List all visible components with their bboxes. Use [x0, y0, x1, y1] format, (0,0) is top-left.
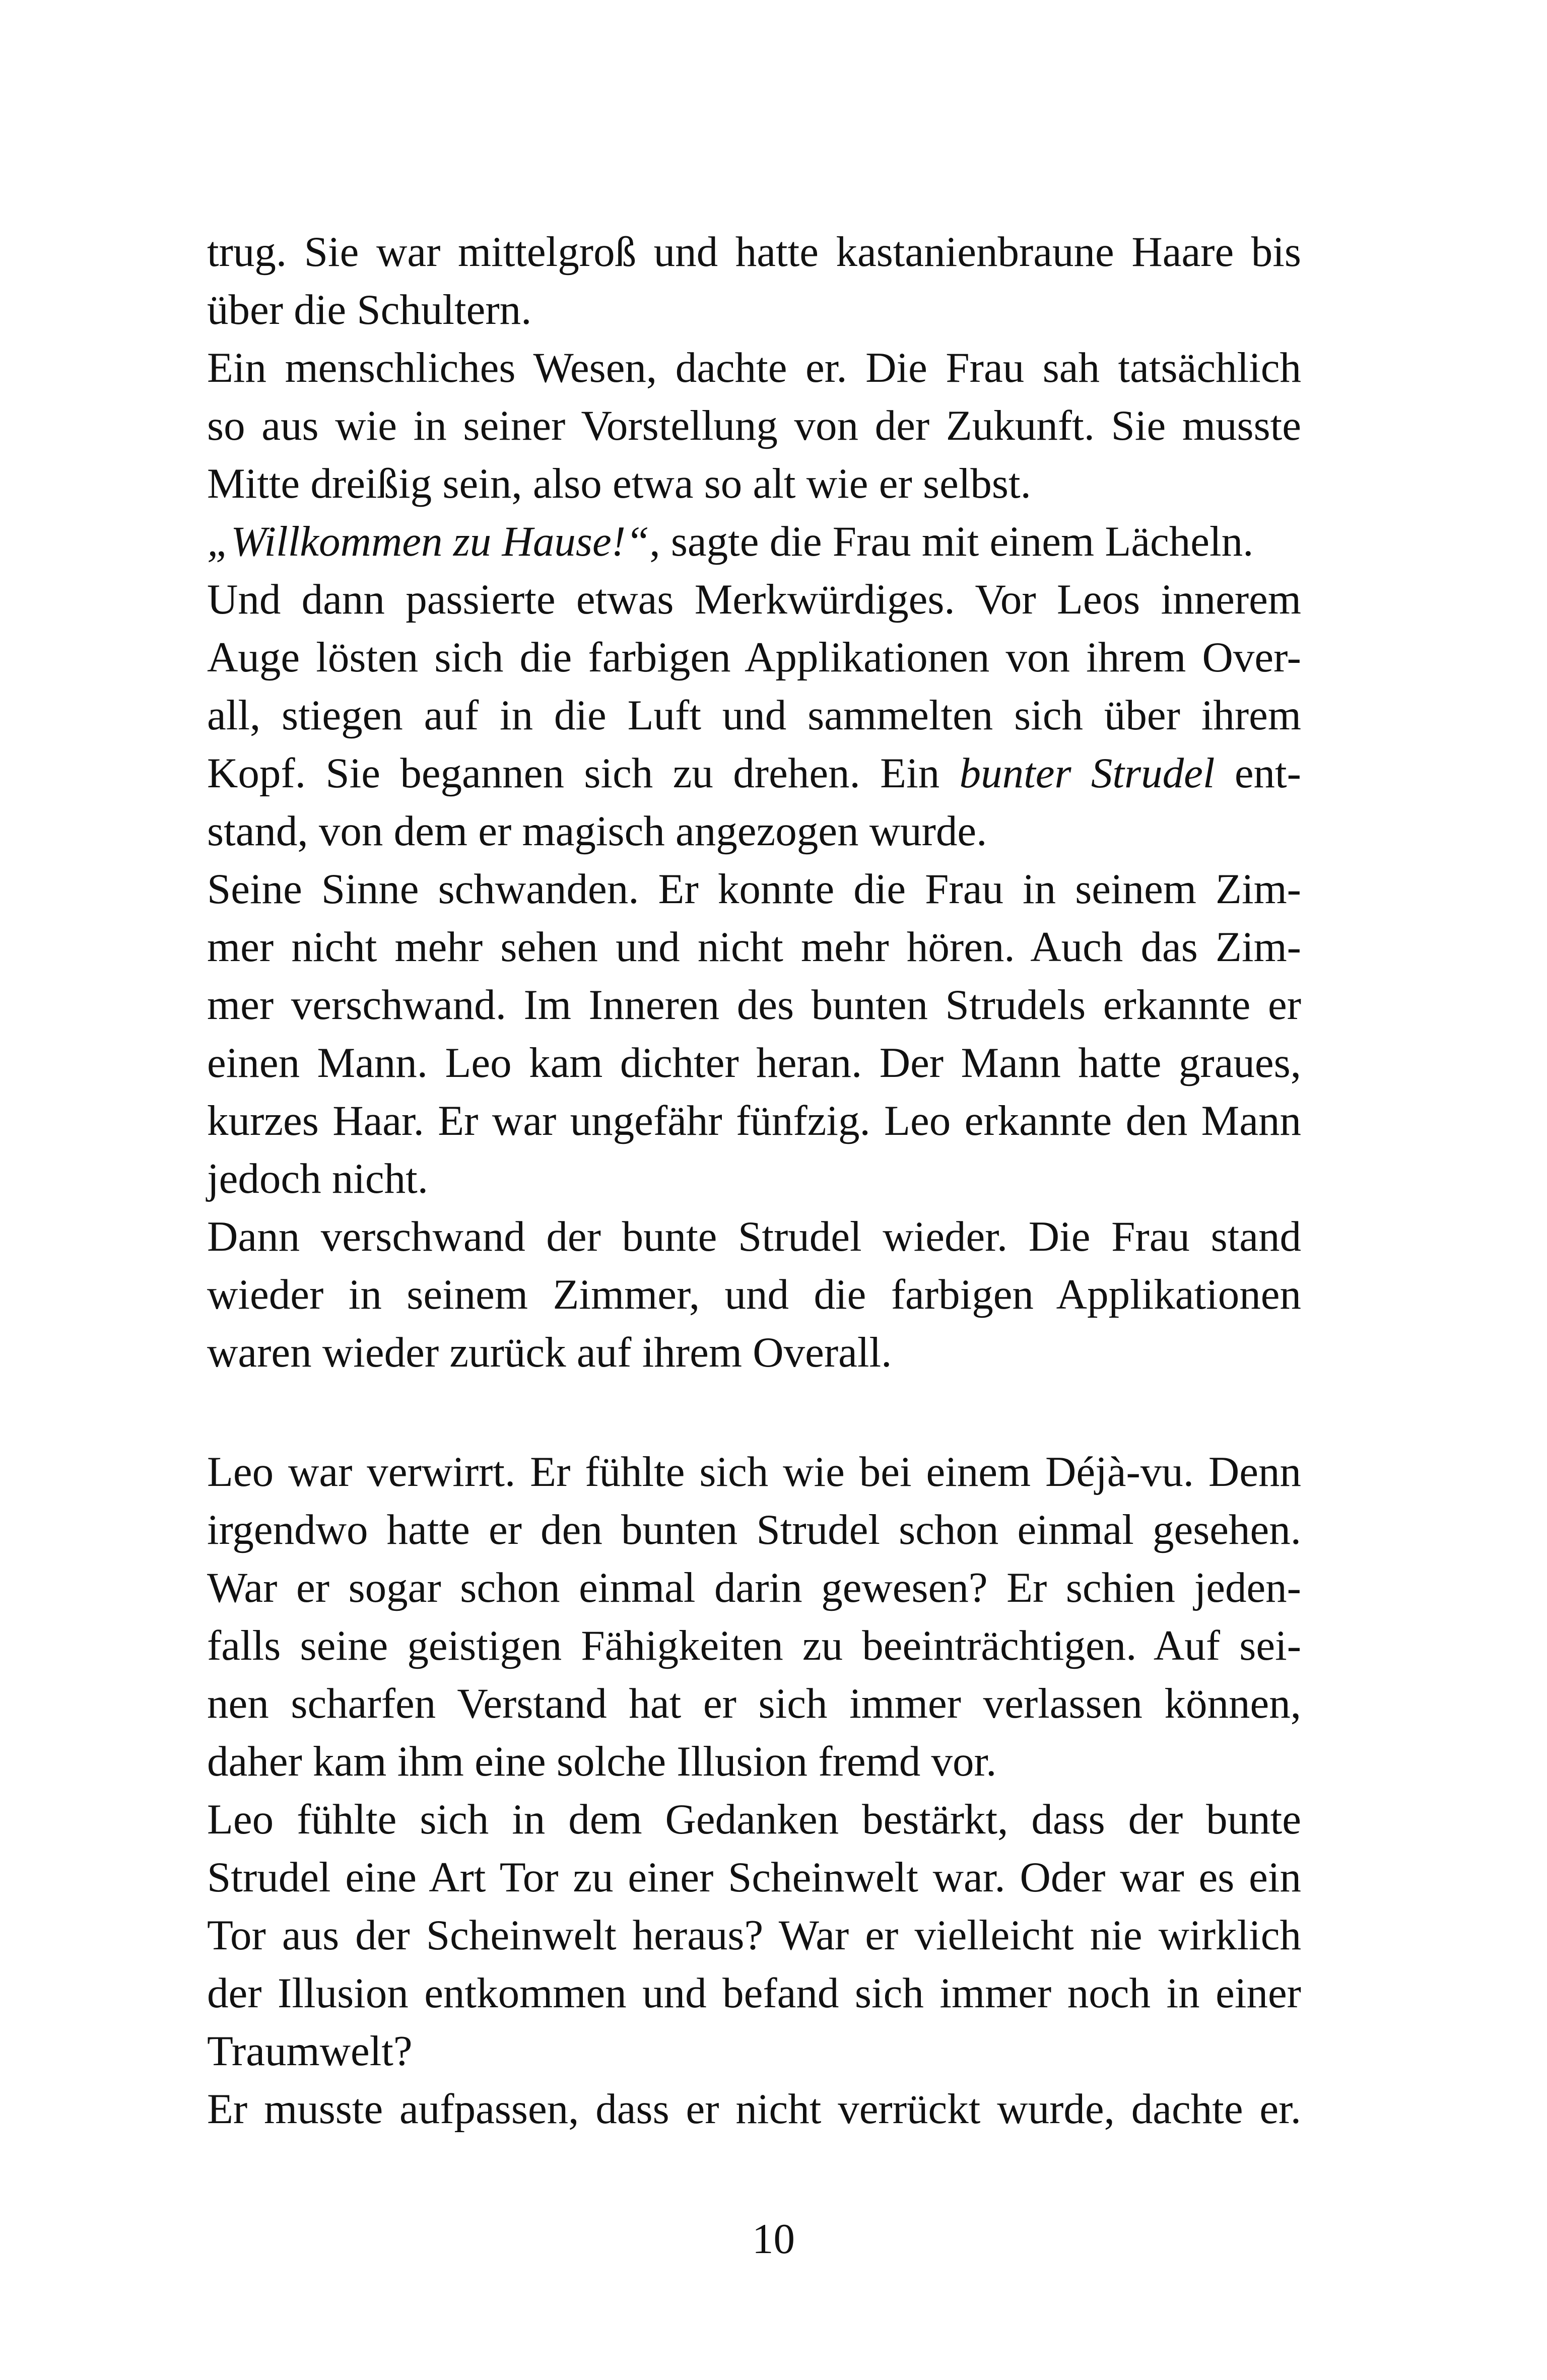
text-segment: Leo fühlte sich in dem Gedanken bestärkt, dass der bunte	[207, 1796, 1301, 1843]
text-segment: Dann verschwand der bunte Strudel wieder. Die Frau stand	[207, 1213, 1301, 1260]
text-line	[207, 1675, 1301, 1733]
text-line	[207, 1907, 1301, 1964]
text-segment: Und dann passierte etwas Merkwürdiges. Vor Leos innerem	[207, 576, 1301, 623]
text-line	[207, 2022, 1301, 2080]
italic-text-segment: bunter Strudel	[959, 750, 1215, 797]
text-segment: Kopf. Sie begannen sich zu drehen. Ein	[207, 750, 960, 797]
text-line	[207, 339, 1301, 397]
text-segment: kurzes Haar. Er war ungefähr fünfzig. Leo erkannte den Mann	[207, 1097, 1301, 1144]
text-line	[207, 1266, 1301, 1324]
text-line	[207, 1092, 1301, 1150]
text-segment: über die Schultern.	[207, 286, 532, 333]
text-line	[207, 1034, 1301, 1092]
text-segment: Ein menschliches Wesen, dachte er. Die Frau sah tatsächlich	[207, 344, 1301, 391]
text-line	[207, 1208, 1301, 1266]
text-line	[207, 1964, 1301, 2022]
text-line	[207, 1617, 1301, 1675]
text-line	[207, 571, 1301, 629]
text-segment: mer nicht mehr sehen und nicht mehr hören. Auch das Zim-	[207, 923, 1301, 971]
text-line	[207, 1150, 1301, 1208]
text-line	[207, 1559, 1301, 1617]
text-line	[207, 629, 1301, 687]
text-segment: ent-	[1215, 750, 1301, 797]
text-line	[207, 223, 1301, 281]
text-line	[207, 513, 1301, 571]
text-segment: Leo war verwirrt. Er fühlte sich wie bei einem Déjà-vu. Denn	[207, 1448, 1301, 1495]
text-line	[207, 976, 1301, 1034]
text-segment: mer verschwand. Im Inneren des bunten Strudels erkannte er	[207, 981, 1301, 1029]
italic-text-segment: „Willkommen zu Hause!“	[207, 518, 650, 565]
text-segment: daher kam ihm eine solche Illusion fremd vor.	[207, 1738, 997, 1785]
text-line	[207, 918, 1301, 976]
text-segment: irgendwo hatte er den bunten Strudel schon einmal gesehen.	[207, 1506, 1301, 1553]
text-segment: Traumwelt?	[207, 2027, 413, 2075]
text-line	[207, 802, 1301, 860]
text-segment: Mitte dreißig sein, also etwa so alt wie er selbst.	[207, 460, 1031, 507]
text-block-1	[207, 223, 1301, 1382]
text-segment: falls seine geistigen Fähigkeiten zu beeinträchtigen. Auf sei-	[207, 1622, 1301, 1669]
text-segment: jedoch nicht.	[207, 1155, 429, 1202]
text-segment: wieder in seinem Zimmer, und die farbigen Applikationen	[207, 1271, 1301, 1318]
text-line	[207, 1733, 1301, 1791]
text-segment: so aus wie in seiner Vorstellung von der Zukunft. Sie musste	[207, 402, 1301, 449]
text-line	[207, 2080, 1301, 2138]
text-segment: trug. Sie war mittelgroß und hatte kastanienbraune Haare bis	[207, 228, 1301, 276]
text-segment: stand, von dem er magisch angezogen wurde.	[207, 807, 987, 855]
text-segment: einen Mann. Leo kam dichter heran. Der Mann hatte graues,	[207, 1039, 1301, 1086]
text-segment: all, stiegen auf in die Luft und sammelten sich über ihrem	[207, 692, 1301, 739]
text-line	[207, 1501, 1301, 1559]
text-segment: Strudel eine Art Tor zu einer Scheinwelt war. Oder war es ein	[207, 1854, 1301, 1901]
text-line	[207, 744, 1301, 802]
text-line	[207, 397, 1301, 455]
text-line	[207, 1324, 1301, 1382]
text-line	[207, 1849, 1301, 1907]
text-line	[207, 455, 1301, 513]
text-segment: waren wieder zurück auf ihrem Overall.	[207, 1329, 892, 1376]
text-block-2	[207, 1443, 1301, 2138]
text-line	[207, 1791, 1301, 1849]
text-line	[207, 1443, 1301, 1501]
text-segment: Auge lösten sich die farbigen Applikationen von ihrem Over-	[207, 634, 1301, 681]
text-segment: , sagte die Frau mit einem Lächeln.	[649, 518, 1254, 565]
text-segment: Seine Sinne schwanden. Er konnte die Frau in seinem Zim-	[207, 865, 1301, 913]
page-number: 10	[752, 2215, 795, 2263]
text-line	[207, 281, 1301, 339]
text-line	[207, 687, 1301, 744]
text-segment: Er musste aufpassen, dass er nicht verrückt wurde, dachte er.	[207, 2085, 1301, 2133]
text-segment: War er sogar schon einmal darin gewesen? Er schien jeden-	[207, 1564, 1301, 1611]
text-line	[207, 860, 1301, 918]
text-segment: Tor aus der Scheinwelt heraus? War er vielleicht nie wirklich	[207, 1912, 1301, 1959]
text-segment: der Illusion entkommen und befand sich immer noch in einer	[207, 1969, 1301, 2017]
text-segment: nen scharfen Verstand hat er sich immer verlassen können,	[207, 1680, 1301, 1727]
